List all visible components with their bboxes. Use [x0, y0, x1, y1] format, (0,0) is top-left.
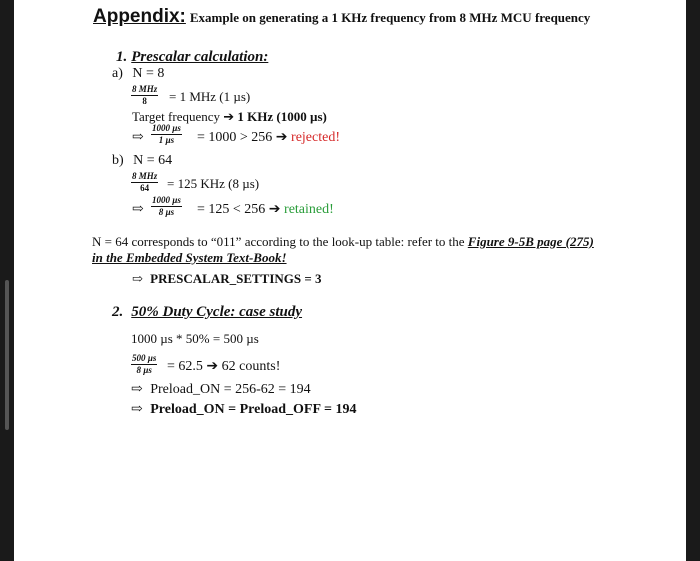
right-arrow-icon: ➔ — [206, 358, 219, 374]
target-frequency-line: Target frequency ➔ 1 KHz (1000 µs) — [132, 109, 327, 125]
prescalar-settings: ⇨ PRESCALAR_SETTINGS = 3 — [132, 271, 322, 286]
document-page — [14, 0, 686, 561]
counts-result: = 62.5 ➔ 62 counts! — [167, 358, 281, 374]
case-b-n: N = 64 — [133, 153, 173, 168]
rejected-verdict: rejected! — [291, 130, 340, 145]
book-reference: in the Embedded System Text-Book! — [92, 250, 287, 265]
section-1-title: Prescalar calculation: — [131, 49, 269, 65]
case-a-fraction-2: 1000 µs 1 µs — [152, 123, 181, 145]
duty-cycle-calc: 1000 µs * 50% = 500 µs — [131, 331, 259, 346]
case-a-result-1: = 1 MHz (1 µs) — [169, 89, 251, 104]
case-b-result-2: = 125 < 256 ➔ retained! — [197, 201, 334, 217]
lookup-reference-line: N = 64 corresponds to “011” according to the look-up table: refer to the Figure 9-5B page (275) — [92, 234, 594, 249]
case-b-fraction-2: 1000 µs 8 µs — [152, 195, 181, 217]
section-2-heading: 2. 50% Duty Cycle: case study — [112, 304, 303, 320]
right-window-edge — [686, 0, 700, 561]
right-arrow-icon: ➔ — [268, 201, 281, 217]
implies-icon: ⇨ — [132, 130, 144, 145]
implies-icon: ⇨ — [131, 382, 143, 397]
preload-on-off-line: ⇨ Preload_ON = Preload_OFF = 194 — [131, 402, 357, 417]
appendix-title: Appendix: — [93, 6, 186, 27]
implies-icon: ⇨ — [132, 271, 143, 286]
case-b-label: b) N = 64 — [112, 153, 173, 168]
case-b-result-1: = 125 KHz (8 µs) — [167, 176, 260, 191]
implies-icon: ⇨ — [132, 202, 144, 217]
case-a-result-2: = 1000 > 256 ➔ rejected! — [197, 129, 340, 145]
case-a-label: a) N = 8 — [112, 66, 165, 81]
section-2-title: 50% Duty Cycle: case study — [131, 304, 303, 320]
appendix-subtitle: Example on generating a 1 KHz frequency from 8 MHz MCU frequency — [189, 10, 591, 25]
section-1-heading: 1. Prescalar calculation: — [116, 49, 269, 65]
preload-on-line: ⇨ Preload_ON = 256-62 = 194 — [131, 382, 311, 397]
page-header — [93, 6, 590, 28]
case-b-fraction-1: 8 MHz 64 — [132, 171, 158, 193]
implies-icon: ⇨ — [131, 402, 143, 417]
case-a-n: N = 8 — [132, 66, 165, 81]
left-window-edge — [0, 0, 14, 561]
counts-fraction: 500 µs 8 µs — [132, 353, 157, 375]
figure-reference: Figure 9-5B page (275) — [467, 234, 594, 249]
scrollbar[interactable] — [5, 280, 9, 430]
right-arrow-icon: ➔ — [275, 129, 288, 145]
right-arrow-icon: ➔ — [223, 110, 235, 125]
case-a-fraction-1: 8 MHz 8 — [132, 84, 158, 106]
retained-verdict: retained! — [284, 202, 334, 217]
